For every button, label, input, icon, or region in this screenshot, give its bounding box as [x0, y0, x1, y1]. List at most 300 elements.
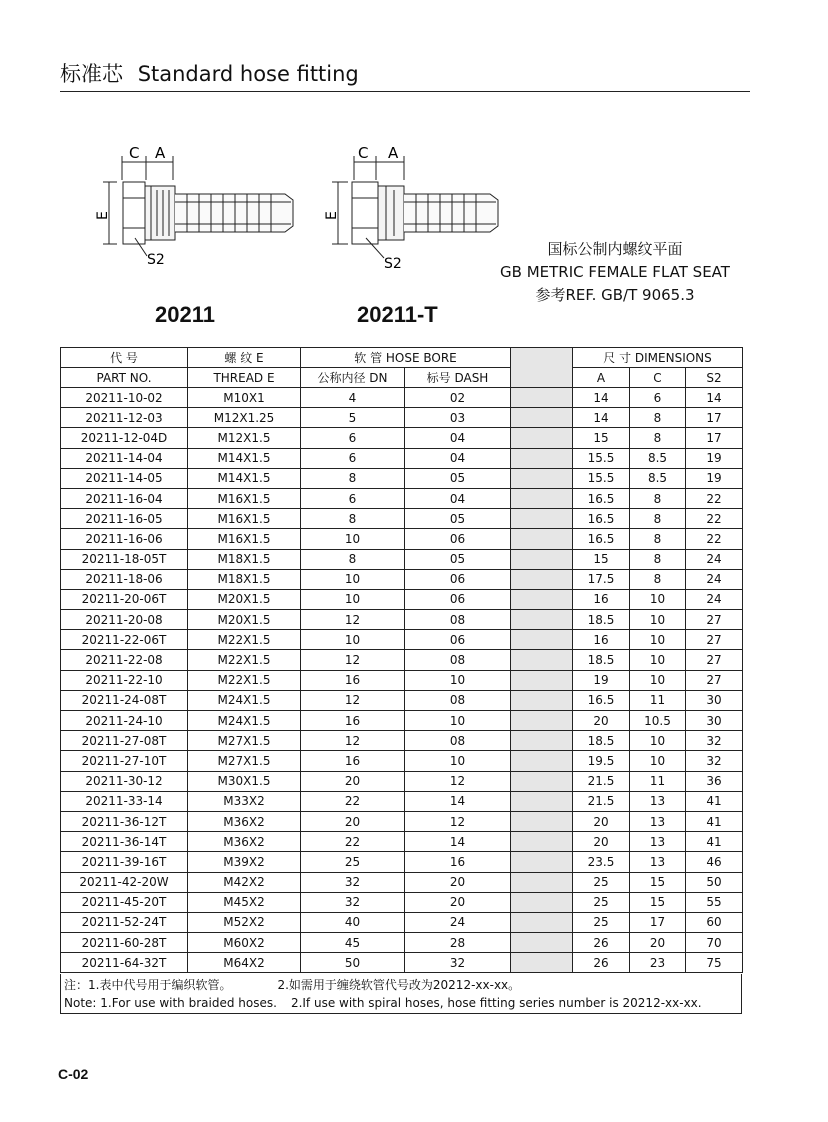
cell-dash: 28 — [405, 933, 511, 953]
cell-thread: M42X2 — [188, 872, 301, 892]
cell-part-no: 20211-12-03 — [61, 408, 188, 428]
cell-dash: 05 — [405, 468, 511, 488]
cell-s2: 30 — [686, 690, 743, 710]
cell-s2: 24 — [686, 589, 743, 609]
table-row — [61, 933, 743, 953]
cell-thread: M22X1.5 — [188, 650, 301, 670]
cell-dash: 08 — [405, 610, 511, 630]
cell-a: 20 — [573, 832, 630, 852]
cell-s2: 27 — [686, 630, 743, 650]
cell-part-no: 20211-22-10 — [61, 670, 188, 690]
cell-thread: M27X1.5 — [188, 751, 301, 771]
cell-part-no: 20211-24-10 — [61, 711, 188, 731]
table-row — [61, 852, 743, 872]
cell-c: 8 — [630, 428, 686, 448]
cell-dash: 24 — [405, 912, 511, 932]
cell-dash: 05 — [405, 549, 511, 569]
cell-dn: 20 — [301, 771, 405, 791]
cell-thread: M64X2 — [188, 953, 301, 973]
dim-label-a-t: A — [388, 144, 399, 162]
th-part-no: PART NO. — [61, 368, 188, 388]
cell-thread: M14X1.5 — [188, 448, 301, 468]
cell-part-no: 20211-27-08T — [61, 731, 188, 751]
cell-c: 8 — [630, 569, 686, 589]
table-row — [61, 488, 743, 508]
cell-part-no: 20211-45-20T — [61, 892, 188, 912]
cell-thread: M24X1.5 — [188, 711, 301, 731]
cell-c: 8 — [630, 408, 686, 428]
cell-a: 17.5 — [573, 569, 630, 589]
table-body — [61, 388, 743, 973]
cell-c: 8.5 — [630, 448, 686, 468]
cell-s2: 41 — [686, 791, 743, 811]
cell-dash: 08 — [405, 650, 511, 670]
cell-a: 14 — [573, 388, 630, 408]
cell-dn: 10 — [301, 569, 405, 589]
th-dn: 公称内径 DN — [301, 368, 405, 388]
cell-c: 8 — [630, 509, 686, 529]
cell-spacer — [511, 448, 573, 468]
cell-dn: 8 — [301, 468, 405, 488]
spec-table — [60, 347, 743, 973]
cell-spacer — [511, 670, 573, 690]
cell-s2: 36 — [686, 771, 743, 791]
cell-dash: 04 — [405, 448, 511, 468]
cell-thread: M14X1.5 — [188, 468, 301, 488]
cell-spacer — [511, 832, 573, 852]
cell-part-no: 20211-27-10T — [61, 751, 188, 771]
cell-thread: M27X1.5 — [188, 731, 301, 751]
cell-a: 16.5 — [573, 529, 630, 549]
page-number: C-02 — [58, 1066, 89, 1082]
cell-dash: 20 — [405, 892, 511, 912]
cell-a: 20 — [573, 711, 630, 731]
cell-dn: 16 — [301, 670, 405, 690]
cell-a: 19 — [573, 670, 630, 690]
cell-spacer — [511, 892, 573, 912]
cell-dn: 6 — [301, 448, 405, 468]
cell-spacer — [511, 589, 573, 609]
cell-dn: 12 — [301, 731, 405, 751]
cell-a: 16.5 — [573, 488, 630, 508]
cell-dn: 40 — [301, 912, 405, 932]
cell-s2: 27 — [686, 650, 743, 670]
spec-line-en: GB METRIC FEMALE FLAT SEAT — [500, 263, 730, 281]
cell-a: 15 — [573, 549, 630, 569]
cell-dash: 14 — [405, 791, 511, 811]
dim-label-e: E — [95, 211, 111, 220]
cell-part-no: 20211-14-05 — [61, 468, 188, 488]
cell-spacer — [511, 630, 573, 650]
cell-dn: 22 — [301, 832, 405, 852]
cell-a: 26 — [573, 953, 630, 973]
cell-spacer — [511, 711, 573, 731]
cell-spacer — [511, 529, 573, 549]
cell-part-no: 20211-12-04D — [61, 428, 188, 448]
cell-s2: 24 — [686, 569, 743, 589]
table-row — [61, 630, 743, 650]
cell-s2: 27 — [686, 610, 743, 630]
cell-a: 16.5 — [573, 690, 630, 710]
cell-dash: 10 — [405, 711, 511, 731]
cell-thread: M36X2 — [188, 811, 301, 831]
cell-spacer — [511, 488, 573, 508]
cell-dn: 12 — [301, 690, 405, 710]
cell-part-no: 20211-18-06 — [61, 569, 188, 589]
cell-c: 6 — [630, 388, 686, 408]
cell-s2: 46 — [686, 852, 743, 872]
note-zh-1: 注：1.表中代号用于编织软管。 — [64, 978, 232, 992]
table-row — [61, 690, 743, 710]
table-row — [61, 832, 743, 852]
cell-dash: 06 — [405, 630, 511, 650]
cell-spacer — [511, 933, 573, 953]
cell-dn: 25 — [301, 852, 405, 872]
cell-a: 16 — [573, 630, 630, 650]
cell-spacer — [511, 569, 573, 589]
cell-dash: 03 — [405, 408, 511, 428]
cell-a: 18.5 — [573, 731, 630, 751]
table-row — [61, 650, 743, 670]
cell-c: 10 — [630, 670, 686, 690]
cell-a: 16 — [573, 589, 630, 609]
cell-part-no: 20211-36-12T — [61, 811, 188, 831]
cell-part-no: 20211-18-05T — [61, 549, 188, 569]
cell-thread: M45X2 — [188, 892, 301, 912]
cell-dn: 20 — [301, 811, 405, 831]
cell-thread: M22X1.5 — [188, 630, 301, 650]
cell-part-no: 20211-36-14T — [61, 832, 188, 852]
cell-spacer — [511, 549, 573, 569]
th-thread: 螺 纹 E — [188, 348, 301, 368]
cell-thread: M60X2 — [188, 933, 301, 953]
cell-dash: 04 — [405, 428, 511, 448]
cell-a: 25 — [573, 892, 630, 912]
cell-c: 8 — [630, 529, 686, 549]
th-s2: S2 — [686, 368, 743, 388]
model-label-20211: 20211 — [155, 302, 215, 327]
spec-line-zh: 国标公制内螺纹平面 — [547, 240, 683, 258]
table-row — [61, 892, 743, 912]
table-row — [61, 872, 743, 892]
cell-part-no: 20211-10-02 — [61, 388, 188, 408]
cell-thread: M12X1.25 — [188, 408, 301, 428]
cell-s2: 32 — [686, 751, 743, 771]
spec-line-ref: 参考REF. GB/T 9065.3 — [535, 286, 695, 304]
dim-label-c-t: C — [358, 144, 369, 162]
cell-dn: 12 — [301, 650, 405, 670]
cell-thread: M16X1.5 — [188, 488, 301, 508]
cell-s2: 41 — [686, 832, 743, 852]
dim-label-s2-t: S2 — [384, 256, 402, 270]
cell-s2: 17 — [686, 408, 743, 428]
cell-c: 17 — [630, 912, 686, 932]
cell-thread: M20X1.5 — [188, 610, 301, 630]
cell-s2: 22 — [686, 529, 743, 549]
cell-dash: 10 — [405, 751, 511, 771]
cell-spacer — [511, 751, 573, 771]
cell-part-no: 20211-42-20W — [61, 872, 188, 892]
cell-s2: 19 — [686, 448, 743, 468]
table-row — [61, 509, 743, 529]
cell-c: 15 — [630, 872, 686, 892]
th-spacer — [511, 348, 573, 388]
cell-s2: 50 — [686, 872, 743, 892]
cell-c: 8.5 — [630, 468, 686, 488]
cell-c: 8 — [630, 488, 686, 508]
cell-part-no: 20211-30-12 — [61, 771, 188, 791]
cell-c: 10 — [630, 589, 686, 609]
table-row — [61, 751, 743, 771]
cell-dash: 08 — [405, 731, 511, 751]
cell-c: 10 — [630, 610, 686, 630]
table-row — [61, 811, 743, 831]
cell-dn: 12 — [301, 610, 405, 630]
cell-thread: M30X1.5 — [188, 771, 301, 791]
cell-thread: M36X2 — [188, 832, 301, 852]
cell-s2: 22 — [686, 509, 743, 529]
title-en: Standard hose fitting — [137, 62, 359, 86]
cell-spacer — [511, 953, 573, 973]
cell-spacer — [511, 468, 573, 488]
cell-spacer — [511, 428, 573, 448]
cell-a: 25 — [573, 872, 630, 892]
cell-s2: 27 — [686, 670, 743, 690]
cell-a: 16.5 — [573, 509, 630, 529]
cell-dash: 12 — [405, 811, 511, 831]
cell-thread: M24X1.5 — [188, 690, 301, 710]
cell-thread: M39X2 — [188, 852, 301, 872]
cell-spacer — [511, 509, 573, 529]
cell-dash: 06 — [405, 569, 511, 589]
cell-part-no: 20211-16-05 — [61, 509, 188, 529]
cell-dn: 16 — [301, 711, 405, 731]
table-row — [61, 569, 743, 589]
cell-c: 20 — [630, 933, 686, 953]
cell-c: 13 — [630, 852, 686, 872]
cell-dn: 10 — [301, 589, 405, 609]
cell-part-no: 20211-22-08 — [61, 650, 188, 670]
th-dash: 标号 DASH — [405, 368, 511, 388]
cell-dash: 04 — [405, 488, 511, 508]
cell-spacer — [511, 912, 573, 932]
cell-thread: M18X1.5 — [188, 549, 301, 569]
table-row — [61, 549, 743, 569]
table-row — [61, 589, 743, 609]
cell-dash: 06 — [405, 589, 511, 609]
cell-dn: 4 — [301, 388, 405, 408]
cell-dn: 32 — [301, 872, 405, 892]
cell-part-no: 20211-52-24T — [61, 912, 188, 932]
cell-c: 10 — [630, 630, 686, 650]
table-row — [61, 529, 743, 549]
cell-s2: 14 — [686, 388, 743, 408]
th-a: A — [573, 368, 630, 388]
cell-thread: M10X1 — [188, 388, 301, 408]
cell-c: 10 — [630, 751, 686, 771]
note-zh-2: 2.如需用于缠绕软管代号改为20212-xx-xx。 — [277, 978, 521, 992]
cell-spacer — [511, 731, 573, 751]
cell-c: 23 — [630, 953, 686, 973]
cell-a: 23.5 — [573, 852, 630, 872]
cell-c: 11 — [630, 690, 686, 710]
spec-block — [470, 238, 760, 307]
cell-spacer — [511, 610, 573, 630]
cell-s2: 55 — [686, 892, 743, 912]
cell-a: 19.5 — [573, 751, 630, 771]
cell-c: 15 — [630, 892, 686, 912]
cell-s2: 70 — [686, 933, 743, 953]
cell-a: 15.5 — [573, 448, 630, 468]
cell-c: 11 — [630, 771, 686, 791]
title-zh: 标准芯 — [60, 62, 123, 86]
cell-s2: 30 — [686, 711, 743, 731]
table-row — [61, 388, 743, 408]
cell-dash: 32 — [405, 953, 511, 973]
cell-dash: 12 — [405, 771, 511, 791]
cell-thread: M52X2 — [188, 912, 301, 932]
cell-dash: 20 — [405, 872, 511, 892]
cell-thread: M18X1.5 — [188, 569, 301, 589]
cell-thread: M22X1.5 — [188, 670, 301, 690]
cell-thread: M12X1.5 — [188, 428, 301, 448]
page-title — [60, 58, 359, 88]
table-row — [61, 953, 743, 973]
table-row — [61, 771, 743, 791]
table-row — [61, 428, 743, 448]
dim-label-e-t: E — [324, 211, 340, 220]
dim-label-a: A — [155, 144, 166, 162]
cell-spacer — [511, 408, 573, 428]
th-c: C — [630, 368, 686, 388]
cell-dash: 08 — [405, 690, 511, 710]
cell-part-no: 20211-64-32T — [61, 953, 188, 973]
cell-dn: 16 — [301, 751, 405, 771]
th-dimensions: 尺 寸 DIMENSIONS — [573, 348, 743, 368]
cell-dn: 8 — [301, 509, 405, 529]
cell-s2: 24 — [686, 549, 743, 569]
cell-c: 10.5 — [630, 711, 686, 731]
model-label-20211-t: 20211-T — [357, 302, 438, 327]
cell-dash: 16 — [405, 852, 511, 872]
cell-c: 13 — [630, 832, 686, 852]
cell-s2: 41 — [686, 811, 743, 831]
cell-dn: 32 — [301, 892, 405, 912]
cell-dn: 10 — [301, 529, 405, 549]
th-code: 代 号 — [61, 348, 188, 368]
cell-c: 10 — [630, 731, 686, 751]
table-row — [61, 670, 743, 690]
cell-dn: 8 — [301, 549, 405, 569]
cell-dn: 45 — [301, 933, 405, 953]
cell-s2: 17 — [686, 428, 743, 448]
cell-spacer — [511, 388, 573, 408]
cell-spacer — [511, 852, 573, 872]
notes — [60, 974, 742, 1014]
cell-dn: 50 — [301, 953, 405, 973]
cell-spacer — [511, 791, 573, 811]
cell-dash: 10 — [405, 670, 511, 690]
cell-spacer — [511, 690, 573, 710]
cell-a: 14 — [573, 408, 630, 428]
cell-c: 13 — [630, 811, 686, 831]
cell-dash: 14 — [405, 832, 511, 852]
note-en-2: 2.If use with spiral hoses, hose fitting series number is 20212-xx-xx. — [290, 996, 702, 1010]
cell-part-no: 20211-24-08T — [61, 690, 188, 710]
cell-a: 18.5 — [573, 610, 630, 630]
cell-a: 21.5 — [573, 791, 630, 811]
cell-part-no: 20211-14-04 — [61, 448, 188, 468]
title-divider — [60, 91, 750, 92]
cell-a: 15 — [573, 428, 630, 448]
th-hose-bore: 软 管 HOSE BORE — [301, 348, 511, 368]
table-row — [61, 791, 743, 811]
cell-part-no: 20211-16-06 — [61, 529, 188, 549]
cell-s2: 75 — [686, 953, 743, 973]
cell-thread: M20X1.5 — [188, 589, 301, 609]
cell-dn: 5 — [301, 408, 405, 428]
cell-a: 18.5 — [573, 650, 630, 670]
th-thread-e: THREAD E — [188, 368, 301, 388]
cell-part-no: 20211-20-06T — [61, 589, 188, 609]
cell-spacer — [511, 811, 573, 831]
cell-dn: 6 — [301, 428, 405, 448]
cell-dn: 10 — [301, 630, 405, 650]
cell-thread: M16X1.5 — [188, 509, 301, 529]
cell-part-no: 20211-33-14 — [61, 791, 188, 811]
fitting-drawing-20211 — [95, 140, 315, 270]
table-row — [61, 610, 743, 630]
dim-label-s2: S2 — [147, 252, 165, 268]
cell-thread: M16X1.5 — [188, 529, 301, 549]
cell-a: 20 — [573, 811, 630, 831]
cell-a: 15.5 — [573, 468, 630, 488]
cell-dash: 02 — [405, 388, 511, 408]
cell-a: 26 — [573, 933, 630, 953]
cell-a: 25 — [573, 912, 630, 932]
cell-dash: 06 — [405, 529, 511, 549]
cell-part-no: 20211-16-04 — [61, 488, 188, 508]
cell-spacer — [511, 771, 573, 791]
table-row — [61, 448, 743, 468]
cell-s2: 22 — [686, 488, 743, 508]
cell-c: 10 — [630, 650, 686, 670]
cell-c: 13 — [630, 791, 686, 811]
table-row — [61, 711, 743, 731]
cell-part-no: 20211-39-16T — [61, 852, 188, 872]
cell-s2: 19 — [686, 468, 743, 488]
cell-a: 21.5 — [573, 771, 630, 791]
cell-dn: 22 — [301, 791, 405, 811]
cell-spacer — [511, 650, 573, 670]
cell-s2: 60 — [686, 912, 743, 932]
table-row — [61, 912, 743, 932]
cell-part-no: 20211-22-06T — [61, 630, 188, 650]
cell-s2: 32 — [686, 731, 743, 751]
cell-c: 8 — [630, 549, 686, 569]
cell-spacer — [511, 872, 573, 892]
table-row — [61, 408, 743, 428]
cell-part-no: 20211-20-08 — [61, 610, 188, 630]
table-row — [61, 468, 743, 488]
dim-label-c: C — [129, 144, 140, 162]
table-row — [61, 731, 743, 751]
cell-part-no: 20211-60-28T — [61, 933, 188, 953]
cell-dn: 6 — [301, 488, 405, 508]
cell-thread: M33X2 — [188, 791, 301, 811]
note-en-1: Note: 1.For use with braided hoses. — [64, 996, 277, 1010]
cell-dash: 05 — [405, 509, 511, 529]
